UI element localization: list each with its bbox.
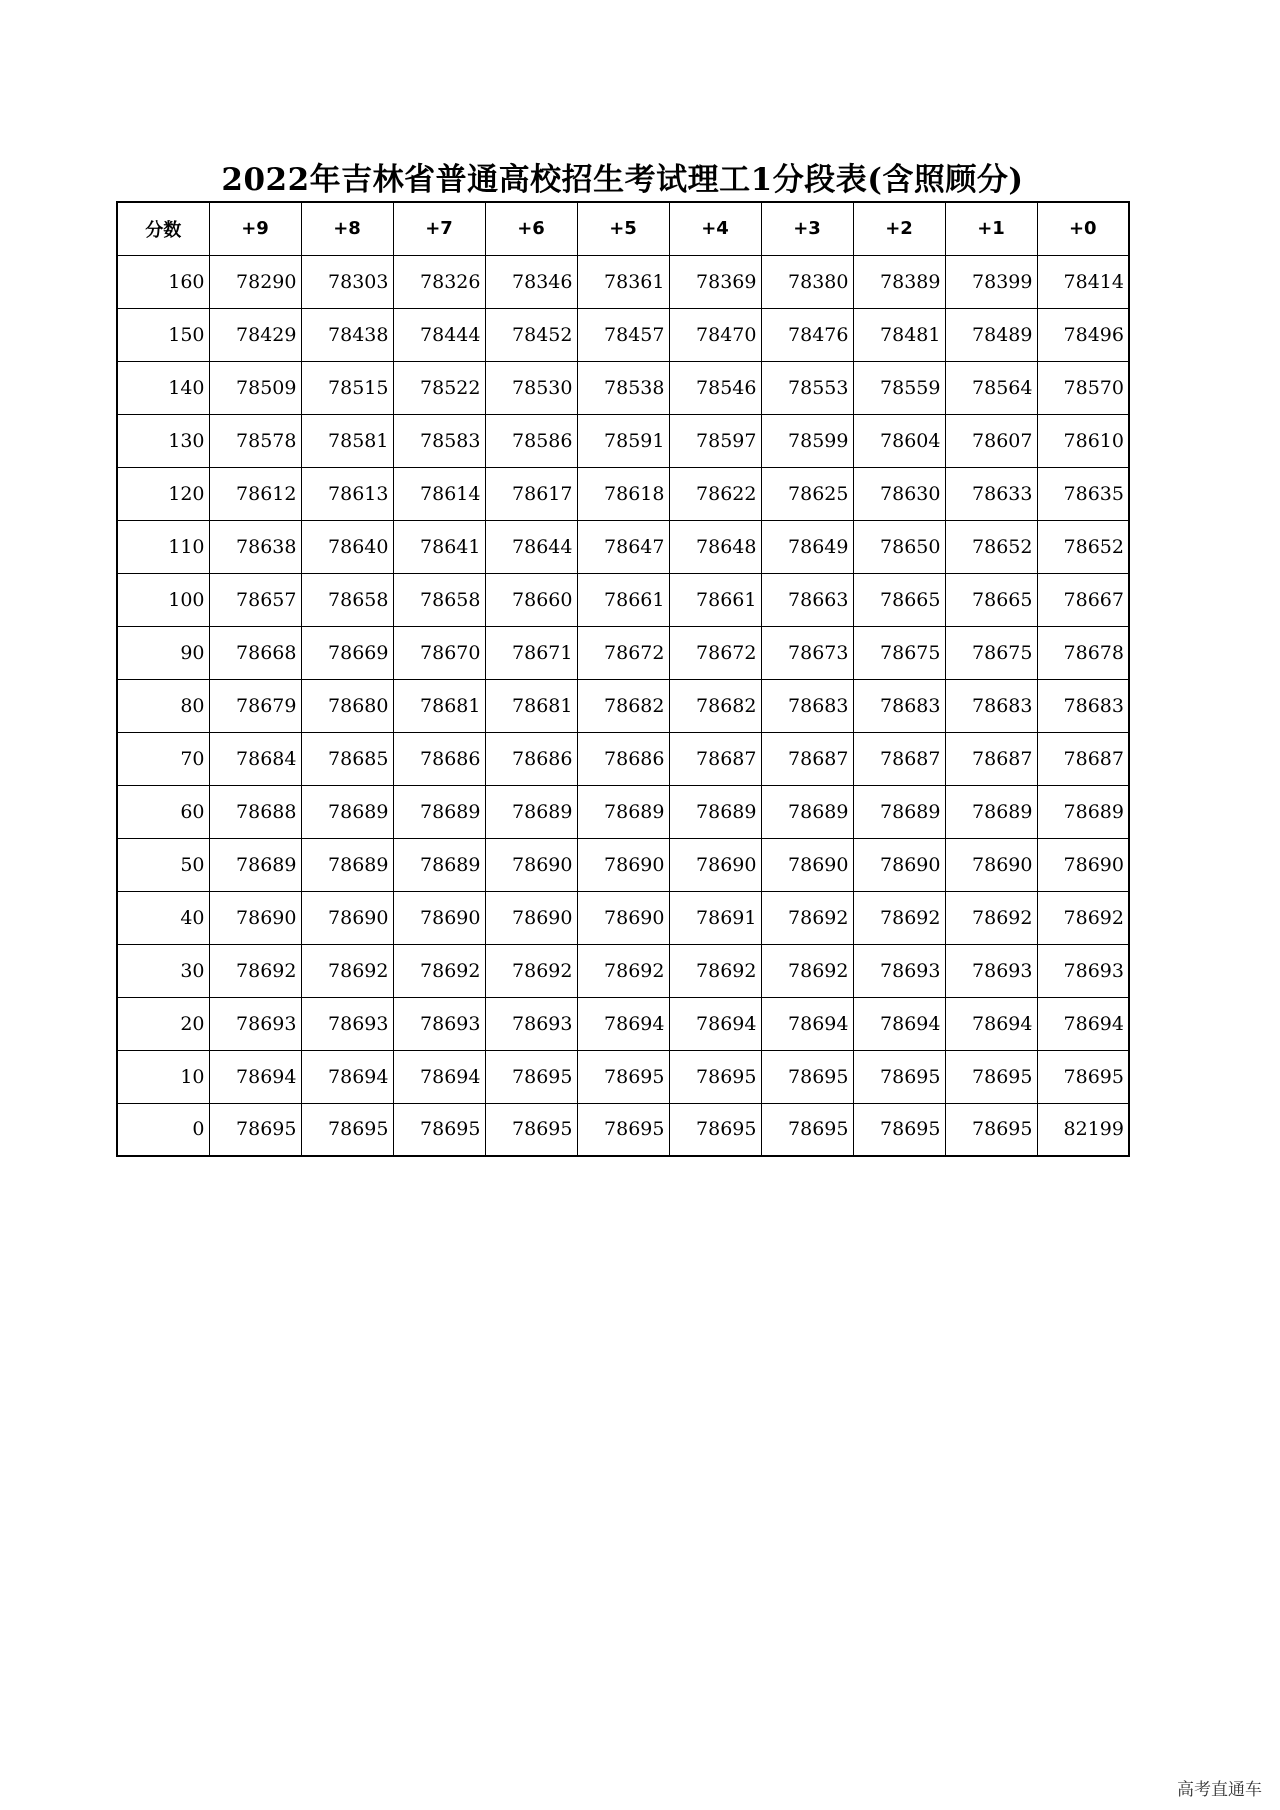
count-cell: 78638 xyxy=(209,520,301,573)
count-cell: 78695 xyxy=(393,1103,485,1156)
table-row xyxy=(117,891,1129,944)
count-cell: 78693 xyxy=(945,944,1037,997)
count-cell: 78613 xyxy=(301,467,393,520)
score-cell: 160 xyxy=(117,255,209,308)
count-cell: 78380 xyxy=(761,255,853,308)
count-cell: 78522 xyxy=(393,361,485,414)
count-cell: 78672 xyxy=(577,626,669,679)
count-cell: 78687 xyxy=(945,732,1037,785)
count-cell: 78695 xyxy=(301,1103,393,1156)
count-cell: 78326 xyxy=(393,255,485,308)
score-cell: 90 xyxy=(117,626,209,679)
count-cell: 78693 xyxy=(209,997,301,1050)
count-cell: 78681 xyxy=(485,679,577,732)
score-cell: 50 xyxy=(117,838,209,891)
count-cell: 78694 xyxy=(853,997,945,1050)
count-cell: 78690 xyxy=(945,838,1037,891)
table-row xyxy=(117,520,1129,573)
score-cell: 150 xyxy=(117,308,209,361)
count-cell: 78689 xyxy=(853,785,945,838)
count-cell: 78689 xyxy=(301,785,393,838)
count-cell: 78650 xyxy=(853,520,945,573)
count-cell: 78695 xyxy=(209,1103,301,1156)
score-cell: 30 xyxy=(117,944,209,997)
count-cell: 78694 xyxy=(1037,997,1129,1050)
count-cell: 78686 xyxy=(577,732,669,785)
count-cell: 78683 xyxy=(945,679,1037,732)
count-cell: 78689 xyxy=(393,785,485,838)
count-cell: 78553 xyxy=(761,361,853,414)
count-cell: 78564 xyxy=(945,361,1037,414)
score-cell: 60 xyxy=(117,785,209,838)
count-cell: 78617 xyxy=(485,467,577,520)
count-cell: 78686 xyxy=(485,732,577,785)
count-cell: 78695 xyxy=(669,1050,761,1103)
count-cell: 78399 xyxy=(945,255,1037,308)
count-cell: 78695 xyxy=(669,1103,761,1156)
count-cell: 78641 xyxy=(393,520,485,573)
count-cell: 78684 xyxy=(209,732,301,785)
count-cell: 78692 xyxy=(669,944,761,997)
header-offset: +6 xyxy=(485,202,577,255)
header-offset: +9 xyxy=(209,202,301,255)
count-cell: 78683 xyxy=(761,679,853,732)
table-row xyxy=(117,838,1129,891)
count-cell: 78690 xyxy=(485,891,577,944)
count-cell: 78692 xyxy=(761,891,853,944)
count-cell: 78694 xyxy=(301,1050,393,1103)
count-cell: 78694 xyxy=(945,997,1037,1050)
count-cell: 78530 xyxy=(485,361,577,414)
count-cell: 78570 xyxy=(1037,361,1129,414)
page-title: 2022年吉林省普通高校招生考试理工1分段表(含照顾分) xyxy=(221,162,1024,198)
count-cell: 78630 xyxy=(853,467,945,520)
count-cell: 78695 xyxy=(1037,1050,1129,1103)
count-cell: 78438 xyxy=(301,308,393,361)
count-cell: 78692 xyxy=(485,944,577,997)
table-row xyxy=(117,732,1129,785)
header-offset: +4 xyxy=(669,202,761,255)
table-row xyxy=(117,1103,1129,1156)
count-cell: 78452 xyxy=(485,308,577,361)
count-cell: 78689 xyxy=(393,838,485,891)
score-cell: 10 xyxy=(117,1050,209,1103)
count-cell: 78361 xyxy=(577,255,669,308)
table-row xyxy=(117,626,1129,679)
count-cell: 78682 xyxy=(577,679,669,732)
count-cell: 78457 xyxy=(577,308,669,361)
count-cell: 78693 xyxy=(393,997,485,1050)
count-cell: 78489 xyxy=(945,308,1037,361)
count-cell: 78657 xyxy=(209,573,301,626)
count-cell: 78690 xyxy=(301,891,393,944)
count-cell: 78692 xyxy=(761,944,853,997)
count-cell: 78665 xyxy=(945,573,1037,626)
count-cell: 78476 xyxy=(761,308,853,361)
count-cell: 78515 xyxy=(301,361,393,414)
count-cell: 78695 xyxy=(577,1103,669,1156)
score-cell: 130 xyxy=(117,414,209,467)
table-row xyxy=(117,467,1129,520)
count-cell: 78694 xyxy=(393,1050,485,1103)
count-cell: 78687 xyxy=(761,732,853,785)
header-offset: +7 xyxy=(393,202,485,255)
score-cell: 0 xyxy=(117,1103,209,1156)
count-cell: 78695 xyxy=(853,1103,945,1156)
count-cell: 78604 xyxy=(853,414,945,467)
count-cell: 78695 xyxy=(577,1050,669,1103)
count-cell: 78689 xyxy=(669,785,761,838)
table-row xyxy=(117,255,1129,308)
count-cell: 78687 xyxy=(853,732,945,785)
count-cell: 78663 xyxy=(761,573,853,626)
count-cell: 78683 xyxy=(1037,679,1129,732)
count-cell: 78652 xyxy=(1037,520,1129,573)
count-cell: 78481 xyxy=(853,308,945,361)
count-cell: 78692 xyxy=(393,944,485,997)
count-cell: 78599 xyxy=(761,414,853,467)
count-cell: 78635 xyxy=(1037,467,1129,520)
count-cell: 78369 xyxy=(669,255,761,308)
header-offset: +3 xyxy=(761,202,853,255)
count-cell: 78687 xyxy=(669,732,761,785)
count-cell: 78672 xyxy=(669,626,761,679)
count-cell: 78694 xyxy=(577,997,669,1050)
count-cell: 78671 xyxy=(485,626,577,679)
score-cell: 100 xyxy=(117,573,209,626)
count-cell: 78692 xyxy=(209,944,301,997)
count-cell: 78687 xyxy=(1037,732,1129,785)
count-cell: 78689 xyxy=(945,785,1037,838)
score-cell: 120 xyxy=(117,467,209,520)
score-cell: 20 xyxy=(117,997,209,1050)
count-cell: 78692 xyxy=(853,891,945,944)
score-cell: 40 xyxy=(117,891,209,944)
count-cell: 78695 xyxy=(945,1103,1037,1156)
count-cell: 78610 xyxy=(1037,414,1129,467)
count-cell: 78303 xyxy=(301,255,393,308)
count-cell: 78689 xyxy=(209,838,301,891)
table-row xyxy=(117,573,1129,626)
table-header-row xyxy=(117,202,1129,255)
count-cell: 78429 xyxy=(209,308,301,361)
count-cell: 78692 xyxy=(577,944,669,997)
table-row xyxy=(117,414,1129,467)
count-cell: 78607 xyxy=(945,414,1037,467)
count-cell: 78670 xyxy=(393,626,485,679)
count-cell: 78644 xyxy=(485,520,577,573)
count-cell: 78681 xyxy=(393,679,485,732)
count-cell: 78652 xyxy=(945,520,1037,573)
count-cell: 78647 xyxy=(577,520,669,573)
count-cell: 78444 xyxy=(393,308,485,361)
table-row xyxy=(117,361,1129,414)
count-cell: 78583 xyxy=(393,414,485,467)
count-cell: 78669 xyxy=(301,626,393,679)
count-cell: 78675 xyxy=(945,626,1037,679)
count-cell: 82199 xyxy=(1037,1103,1129,1156)
count-cell: 78622 xyxy=(669,467,761,520)
count-cell: 78665 xyxy=(853,573,945,626)
count-cell: 78689 xyxy=(577,785,669,838)
count-cell: 78290 xyxy=(209,255,301,308)
count-cell: 78686 xyxy=(393,732,485,785)
count-cell: 78625 xyxy=(761,467,853,520)
count-cell: 78538 xyxy=(577,361,669,414)
count-cell: 78649 xyxy=(761,520,853,573)
count-cell: 78546 xyxy=(669,361,761,414)
count-cell: 78694 xyxy=(209,1050,301,1103)
count-cell: 78633 xyxy=(945,467,1037,520)
table-row xyxy=(117,308,1129,361)
count-cell: 78689 xyxy=(301,838,393,891)
count-cell: 78679 xyxy=(209,679,301,732)
score-distribution-table xyxy=(116,201,1130,1157)
header-offset: +5 xyxy=(577,202,669,255)
count-cell: 78690 xyxy=(577,891,669,944)
count-cell: 78470 xyxy=(669,308,761,361)
count-cell: 78692 xyxy=(301,944,393,997)
header-offset: +8 xyxy=(301,202,393,255)
table-row xyxy=(117,1050,1129,1103)
count-cell: 78685 xyxy=(301,732,393,785)
count-cell: 78658 xyxy=(301,573,393,626)
count-cell: 78660 xyxy=(485,573,577,626)
count-cell: 78695 xyxy=(761,1050,853,1103)
count-cell: 78658 xyxy=(393,573,485,626)
count-cell: 78675 xyxy=(853,626,945,679)
count-cell: 78618 xyxy=(577,467,669,520)
count-cell: 78591 xyxy=(577,414,669,467)
count-cell: 78640 xyxy=(301,520,393,573)
count-cell: 78661 xyxy=(577,573,669,626)
count-cell: 78689 xyxy=(761,785,853,838)
header-offset: +2 xyxy=(853,202,945,255)
score-cell: 80 xyxy=(117,679,209,732)
count-cell: 78689 xyxy=(1037,785,1129,838)
count-cell: 78693 xyxy=(301,997,393,1050)
count-cell: 78509 xyxy=(209,361,301,414)
count-cell: 78690 xyxy=(577,838,669,891)
count-cell: 78682 xyxy=(669,679,761,732)
count-cell: 78690 xyxy=(1037,838,1129,891)
count-cell: 78414 xyxy=(1037,255,1129,308)
count-cell: 78695 xyxy=(853,1050,945,1103)
count-cell: 78695 xyxy=(485,1103,577,1156)
count-cell: 78690 xyxy=(393,891,485,944)
score-cell: 110 xyxy=(117,520,209,573)
table-row xyxy=(117,785,1129,838)
table-row xyxy=(117,944,1129,997)
count-cell: 78678 xyxy=(1037,626,1129,679)
count-cell: 78695 xyxy=(485,1050,577,1103)
count-cell: 78346 xyxy=(485,255,577,308)
count-cell: 78661 xyxy=(669,573,761,626)
count-cell: 78693 xyxy=(1037,944,1129,997)
count-cell: 78680 xyxy=(301,679,393,732)
count-cell: 78586 xyxy=(485,414,577,467)
score-cell: 70 xyxy=(117,732,209,785)
score-cell: 140 xyxy=(117,361,209,414)
count-cell: 78668 xyxy=(209,626,301,679)
header-offset: +0 xyxy=(1037,202,1129,255)
count-cell: 78694 xyxy=(761,997,853,1050)
count-cell: 78496 xyxy=(1037,308,1129,361)
count-cell: 78694 xyxy=(669,997,761,1050)
count-cell: 78690 xyxy=(669,838,761,891)
count-cell: 78690 xyxy=(853,838,945,891)
count-cell: 78695 xyxy=(945,1050,1037,1103)
count-cell: 78695 xyxy=(761,1103,853,1156)
count-cell: 78648 xyxy=(669,520,761,573)
count-cell: 78689 xyxy=(485,785,577,838)
count-cell: 78693 xyxy=(853,944,945,997)
count-cell: 78683 xyxy=(853,679,945,732)
count-cell: 78691 xyxy=(669,891,761,944)
count-cell: 78581 xyxy=(301,414,393,467)
header-offset: +1 xyxy=(945,202,1037,255)
count-cell: 78389 xyxy=(853,255,945,308)
count-cell: 78690 xyxy=(209,891,301,944)
table-row xyxy=(117,679,1129,732)
count-cell: 78690 xyxy=(485,838,577,891)
count-cell: 78688 xyxy=(209,785,301,838)
count-cell: 78614 xyxy=(393,467,485,520)
table-row xyxy=(117,997,1129,1050)
count-cell: 78578 xyxy=(209,414,301,467)
footer-watermark: 高考直通车 xyxy=(1177,1780,1262,1800)
count-cell: 78692 xyxy=(945,891,1037,944)
count-cell: 78612 xyxy=(209,467,301,520)
header-score: 分数 xyxy=(117,202,209,255)
count-cell: 78597 xyxy=(669,414,761,467)
count-cell: 78692 xyxy=(1037,891,1129,944)
count-cell: 78690 xyxy=(761,838,853,891)
count-cell: 78693 xyxy=(485,997,577,1050)
count-cell: 78673 xyxy=(761,626,853,679)
table-body xyxy=(117,255,1129,1156)
count-cell: 78667 xyxy=(1037,573,1129,626)
count-cell: 78559 xyxy=(853,361,945,414)
